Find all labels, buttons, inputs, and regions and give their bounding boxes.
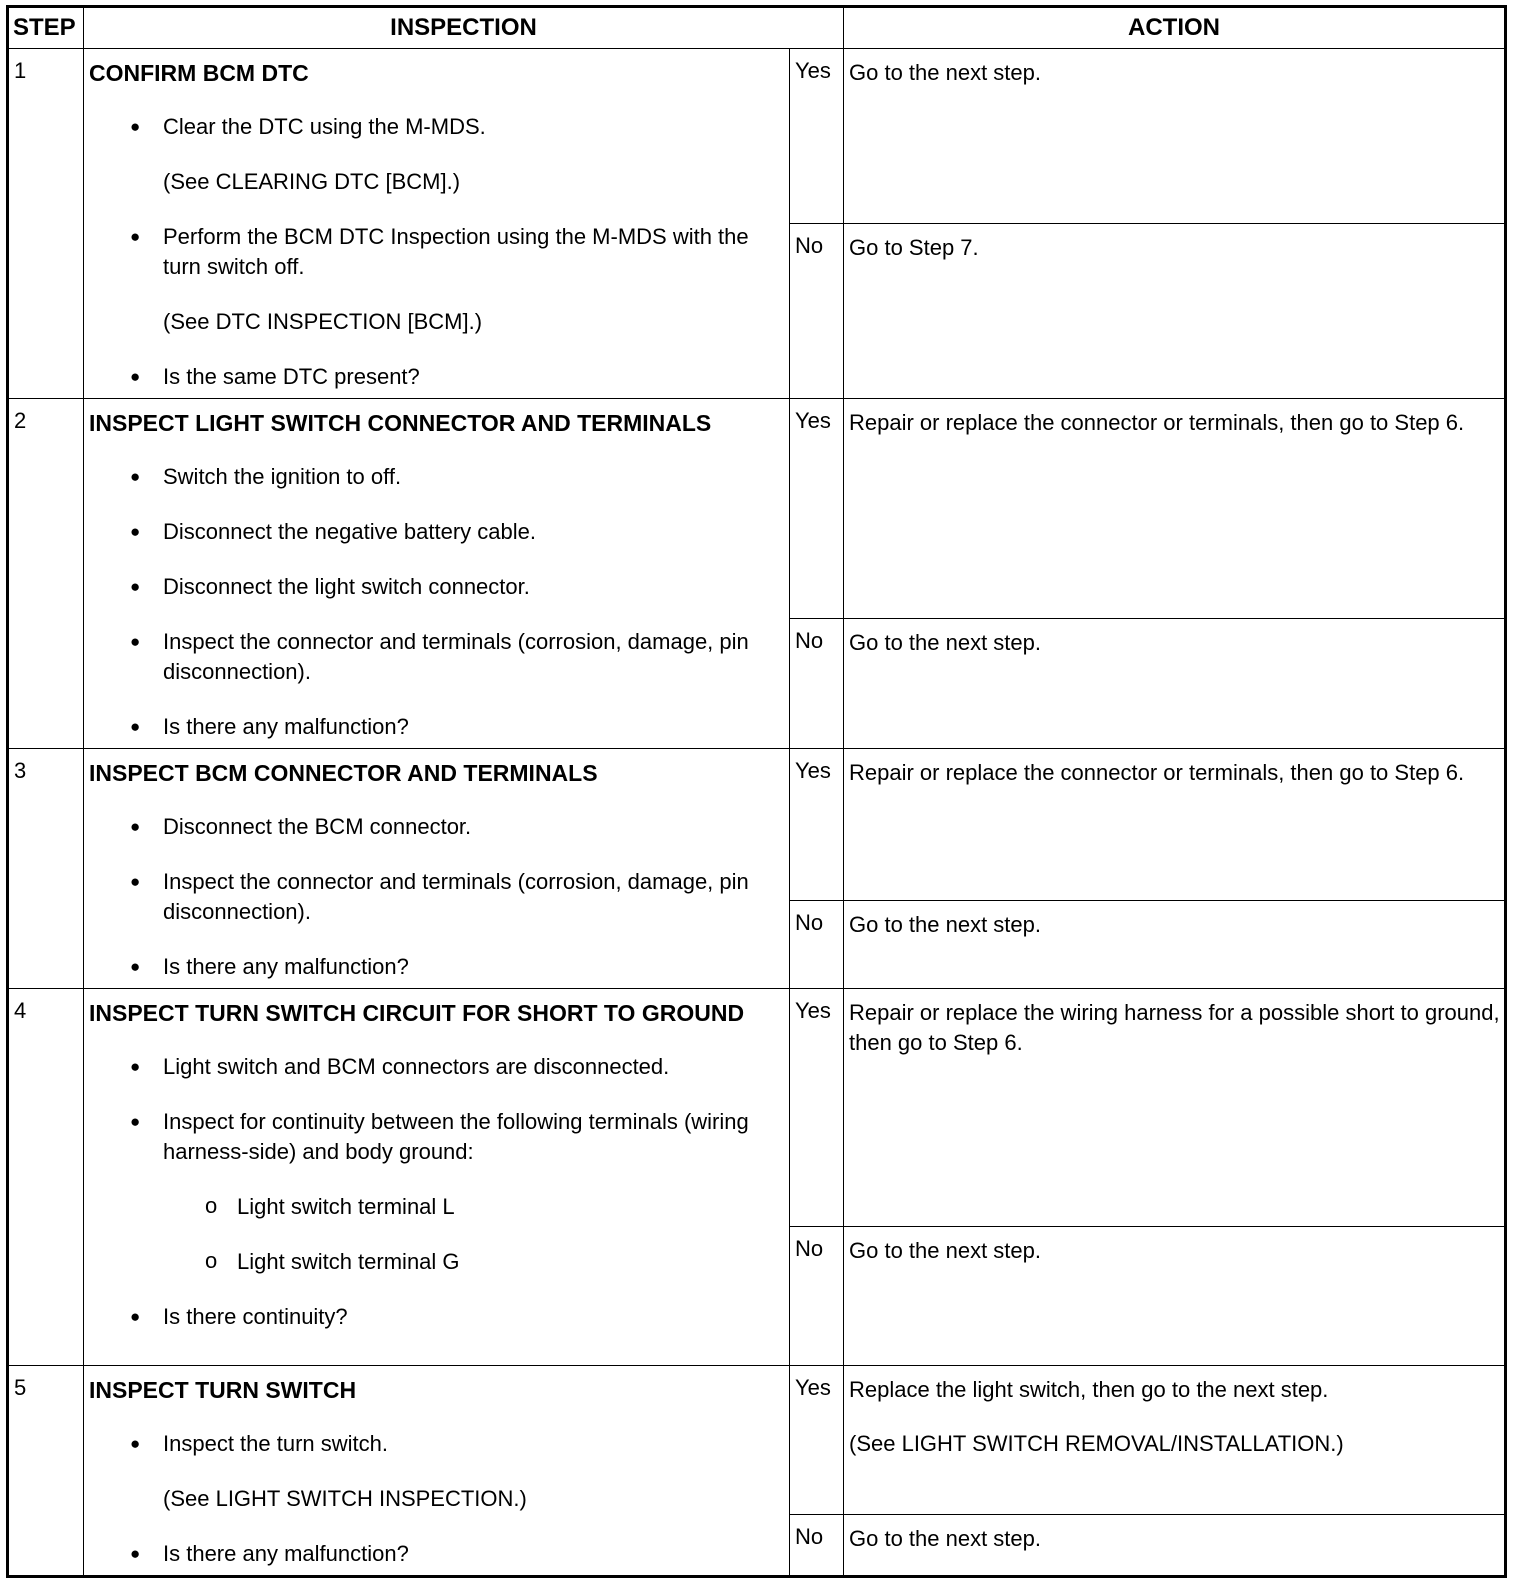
- no-label: No: [790, 1227, 844, 1366]
- yes-action: Replace the light switch, then go to the next step.: [849, 1377, 1329, 1402]
- no-action: Go to Step 7.: [844, 224, 1506, 399]
- yes-label: Yes: [790, 749, 844, 901]
- sub-bullet-item: o Light switch terminal L: [89, 1192, 785, 1222]
- step-row: [8, 399, 1506, 619]
- bullet-item: ● Is there continuity?: [89, 1302, 785, 1332]
- step-number: 3: [8, 749, 84, 989]
- step-title: INSPECT LIGHT SWITCH CONNECTOR AND TERMINALS: [89, 410, 712, 436]
- step-number: 2: [8, 399, 84, 749]
- sub-bullet-item: o Light switch terminal G: [89, 1247, 785, 1277]
- inspection-cell: [84, 399, 790, 749]
- inspection-cell: [84, 1366, 790, 1577]
- action-header: ACTION: [844, 7, 1506, 49]
- step-row: [8, 49, 1506, 224]
- bullet-item: ● Is there any malfunction?: [89, 952, 785, 982]
- bullet-item: ● Disconnect the negative battery cable.: [89, 517, 785, 547]
- bullet-item: ● Light switch and BCM connectors are disconnected.: [89, 1052, 785, 1082]
- header-row: [8, 7, 1506, 49]
- bullet-item: ● Inspect the turn switch.: [89, 1429, 785, 1459]
- no-label: No: [790, 224, 844, 399]
- no-action: Go to the next step.: [844, 1227, 1506, 1366]
- diagnostic-table: [6, 5, 1507, 1578]
- bullet-item: ● Is there any malfunction?: [89, 712, 785, 742]
- yes-label: Yes: [790, 989, 844, 1227]
- bullet-item: ● Is there any malfunction?: [89, 1539, 785, 1569]
- inspection-cell: [84, 49, 790, 399]
- step-row: [8, 989, 1506, 1227]
- yes-label: Yes: [790, 1366, 844, 1515]
- reference-text: (See CLEARING DTC [BCM].): [163, 169, 461, 194]
- step-number: 1: [8, 49, 84, 399]
- bullet-item: ● Disconnect the light switch connector.: [89, 572, 785, 602]
- no-label: No: [790, 619, 844, 749]
- step-title: CONFIRM BCM DTC: [89, 60, 309, 86]
- no-action: Go to the next step.: [844, 900, 1506, 988]
- inspection-header: INSPECTION: [84, 7, 844, 49]
- yes-action: Go to the next step.: [844, 49, 1506, 224]
- bullet-item: ● Inspect for continuity between the following terminals (wiring harness-side) and body ground:: [89, 1107, 785, 1167]
- no-action: Go to the next step.: [844, 619, 1506, 749]
- step-title: INSPECT TURN SWITCH: [89, 1377, 357, 1403]
- step-row: [8, 1366, 1506, 1515]
- no-label: No: [790, 900, 844, 988]
- step-number: 5: [8, 1366, 84, 1577]
- step-title: INSPECT BCM CONNECTOR AND TERMINALS: [89, 760, 598, 786]
- yes-label: Yes: [790, 399, 844, 619]
- bullet-item: ● Inspect the connector and terminals (corrosion, damage, pin disconnection).: [89, 867, 785, 927]
- bullet-item: ● Clear the DTC using the M-MDS.: [89, 112, 785, 142]
- yes-action-reference: (See LIGHT SWITCH REMOVAL/INSTALLATION.): [849, 1431, 1344, 1456]
- bullet-item: ● Switch the ignition to off.: [89, 462, 785, 492]
- yes-action: Repair or replace the wiring harness for a possible short to ground, then go to Step 6.: [844, 989, 1506, 1227]
- inspection-cell: [84, 749, 790, 989]
- bullet-item: ● Inspect the connector and terminals (corrosion, damage, pin disconnection).: [89, 627, 785, 687]
- no-action: Go to the next step.: [844, 1514, 1506, 1576]
- yes-action-cell: [844, 1366, 1506, 1515]
- bullet-item: ● Disconnect the BCM connector.: [89, 812, 785, 842]
- reference-text: (See LIGHT SWITCH INSPECTION.): [163, 1486, 527, 1511]
- reference-text: (See DTC INSPECTION [BCM].): [163, 309, 483, 334]
- yes-action: Repair or replace the connector or terminals, then go to Step 6.: [844, 749, 1506, 901]
- step-title: INSPECT TURN SWITCH CIRCUIT FOR SHORT TO GROUND: [89, 1000, 745, 1026]
- step-row: [8, 749, 1506, 901]
- inspection-cell: [84, 989, 790, 1366]
- step-number: 4: [8, 989, 84, 1366]
- bullet-item: ● Is the same DTC present?: [89, 362, 785, 392]
- yes-action: Repair or replace the connector or terminals, then go to Step 6.: [844, 399, 1506, 619]
- bullet-item: ● Perform the BCM DTC Inspection using the M-MDS with the turn switch off.: [89, 222, 785, 282]
- step-header: STEP: [8, 7, 84, 49]
- yes-label: Yes: [790, 49, 844, 224]
- no-label: No: [790, 1514, 844, 1576]
